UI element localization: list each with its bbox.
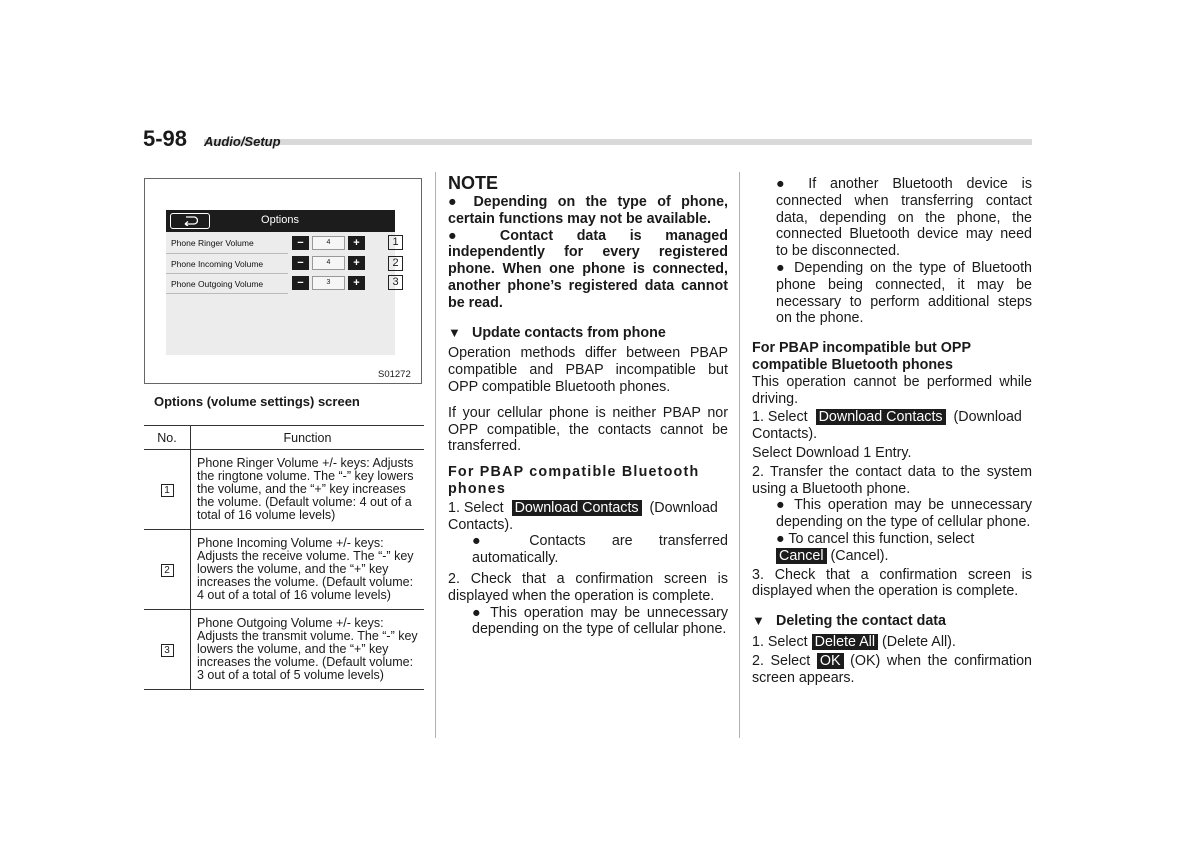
step-1-sub: Select Download 1 Entry. xyxy=(752,444,912,461)
figure-code: S01272 xyxy=(378,369,411,380)
ringer-volume-label: Phone Ringer Volume xyxy=(171,238,254,248)
outgoing-volume-label: Phone Outgoing Volume xyxy=(171,279,264,289)
outgoing-volume-value: 3 xyxy=(312,276,345,290)
table-row xyxy=(144,450,424,530)
incoming-volume-plus-button[interactable]: + xyxy=(348,256,365,270)
screen-title: Options xyxy=(261,214,299,226)
note-item: ● Depending on the type of phone, certain functions may not be available. xyxy=(448,194,728,227)
step-2-bullet: ● This operation may be unnecessary depending on the type of cellular phone. xyxy=(472,604,728,638)
table-header-no: No. xyxy=(144,426,191,450)
note-heading: NOTE xyxy=(448,173,499,193)
incoming-volume-label: Phone Incoming Volume xyxy=(171,259,264,269)
ringer-volume-value: 4 xyxy=(312,236,345,250)
callout-3: 3 xyxy=(388,275,403,290)
paragraph: If your cellular phone is neither PBAP nor OPP compatible, the contacts cannot be transferred. xyxy=(448,404,728,455)
update-contacts-heading: ▼ Update contacts from phone xyxy=(448,324,666,341)
table-row xyxy=(144,610,424,690)
table-header-row xyxy=(144,426,424,450)
bullet-item: ● If another Bluetooth device is connected when transferring contact data, depending on the phone, the connected Bluetooth device may need to be disconnected. xyxy=(776,176,1032,260)
incoming-volume-minus-button[interactable]: − xyxy=(292,256,309,270)
bullet-item: ● Depending on the type of Bluetooth phone being connected, it may be necessary to perform additional steps on the phone. xyxy=(776,259,1032,327)
right-column xyxy=(752,176,1032,686)
triangle-bullet-icon: ▼ xyxy=(752,613,765,629)
page-number: 5-98 xyxy=(143,126,188,151)
table-cell-function: Phone Outgoing Volume +/- keys: Adjusts the transmit volume. The “-” key lowers the volume, and the “+” key increases the volume. (Default volume: 3 out of a total of 5 volume levels) xyxy=(191,610,425,690)
outgoing-volume-minus-button[interactable]: − xyxy=(292,276,309,290)
delete-step-2: 2. Select OK (OK) when the confirmation screen appears. xyxy=(752,652,1032,686)
row-separator xyxy=(166,253,288,254)
triangle-bullet-icon: ▼ xyxy=(448,324,461,340)
back-button[interactable] xyxy=(170,213,210,229)
back-arrow-icon xyxy=(182,216,198,226)
download-contacts-button: Download Contacts xyxy=(816,409,946,425)
delete-step-1: 1. Select Delete All (Delete All). xyxy=(752,633,956,650)
cancel-button: Cancel xyxy=(776,548,827,564)
paragraph: This operation cannot be performed while driving. xyxy=(752,373,1032,407)
row-separator xyxy=(166,293,288,294)
header-rule xyxy=(204,139,1032,145)
incoming-volume-value: 4 xyxy=(312,256,345,270)
section-title: Audio/Setup xyxy=(204,134,281,149)
function-table xyxy=(144,425,424,690)
step-1: 1. Select Download Contacts (Download Contacts). xyxy=(752,409,1022,443)
paragraph: Operation methods differ between PBAP compatible and PBAP incompatible but OPP compatible Bluetooth phones. xyxy=(448,345,728,395)
pbap-heading: For PBAP compatible Bluetooth phones xyxy=(448,464,700,497)
figure-caption: Options (volume settings) screen xyxy=(154,394,360,409)
table-cell-function: Phone Ringer Volume +/- keys: Adjusts the ringtone volume. The “-” key lowers the volume, and the “+” key increases the volume. (Default volume: 4 out of a total of 16 volume levels) xyxy=(191,450,425,530)
column-divider-right xyxy=(739,172,740,738)
step-1: 1. Select Download Contacts (Download Contacts). xyxy=(448,499,718,533)
step-2: 2. Check that a confirmation screen is displayed when the operation is complete. xyxy=(448,570,728,604)
ringer-volume-plus-button[interactable]: + xyxy=(348,236,365,250)
step-2-bullet: ● This operation may be unnecessary depending on the type of cellular phone. xyxy=(776,497,1032,531)
step-1-bullet: ● Contacts are transferred automatically. xyxy=(472,533,728,567)
table-row xyxy=(144,530,424,610)
note-item: ● Contact data is managed independently for every registered phone. When one phone is connected, another phone’s registered data cannot be read. xyxy=(448,227,728,311)
download-contacts-button: Download Contacts xyxy=(512,500,642,516)
ringer-volume-minus-button[interactable]: − xyxy=(292,236,309,250)
callout-2: 2 xyxy=(388,256,403,271)
outgoing-volume-plus-button[interactable]: + xyxy=(348,276,365,290)
step-3: 3. Check that a confirmation screen is displayed when the operation is complete. xyxy=(752,566,1032,600)
middle-column xyxy=(448,172,728,638)
step-2: 2. Transfer the contact data to the system using a Bluetooth phone. xyxy=(752,463,1032,497)
delete-all-button: Delete All xyxy=(812,634,878,650)
row-number-box: 3 xyxy=(161,644,174,657)
callout-1: 1 xyxy=(388,235,403,250)
delete-contacts-heading: ▼ Deleting the contact data xyxy=(752,613,946,630)
cancel-instruction: ● To cancel this function, select Cancel (Cancel). xyxy=(776,530,975,564)
table-header-function: Function xyxy=(191,426,425,450)
ok-button: OK xyxy=(817,653,844,669)
row-number-box: 2 xyxy=(161,564,174,577)
row-number-box: 1 xyxy=(161,484,174,497)
opp-heading: For PBAP incompatible but OPP compatible Bluetooth phones xyxy=(752,340,971,373)
column-divider-left xyxy=(435,172,436,738)
row-separator xyxy=(166,273,288,274)
table-cell-function: Phone Incoming Volume +/- keys: Adjusts the receive volume. The “-” key lowers the volume, and the “+” key increases the volume. (Default volume: 4 out of a total of 16 volume levels) xyxy=(191,530,425,610)
